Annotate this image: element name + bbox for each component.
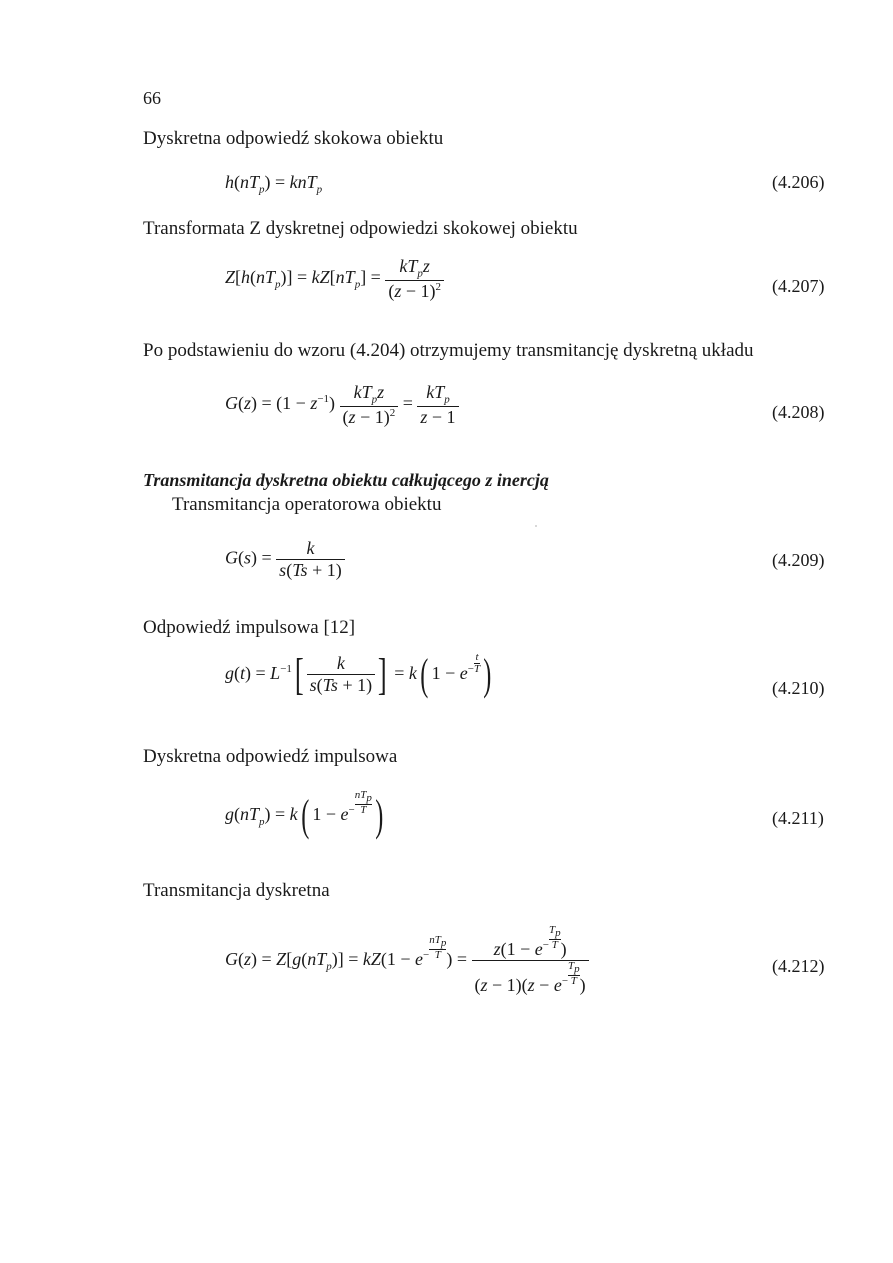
paragraph-discrete-transfer: Transmitancja dyskretna bbox=[143, 880, 330, 901]
equation-4-210: $g(t) = L^{-1}$[ $\frac{k}{s(Ts + 1)}$ ] = k( 1 − e− $\frac{t}{T}$ ) bbox=[225, 649, 492, 699]
equation-4-211: $g(nT_p) = k$( 1 − e− $nT_p$ T ) bbox=[225, 789, 384, 841]
section-heading: Transmitancja dyskretna obiektu całkującego z inercją bbox=[143, 470, 549, 490]
equation-number: (4.206) bbox=[772, 172, 825, 192]
equation-4-209: G(s) = $\frac{k}{s(Ts + 1)}$ bbox=[225, 538, 345, 581]
page-number: 66 bbox=[143, 88, 161, 108]
paragraph-z-transform: Transformata Z dyskretnej odpowiedzi skokowej obiektu bbox=[143, 218, 578, 239]
equation-number: (4.212) bbox=[772, 956, 825, 976]
equation-number: (4.207) bbox=[772, 276, 825, 296]
scan-speck bbox=[535, 525, 537, 527]
equation-4-207: $Z[h(nT_p)] = kZ[nT_p]$ = $\frac{kT_pz}{(z - 1)^2}$ bbox=[225, 256, 444, 302]
paragraph-discrete-impulse-response: Dyskretna odpowiedź impulsowa bbox=[143, 746, 398, 767]
equation-4-206: $h(nT_p) = knT_p$ bbox=[225, 172, 323, 196]
paragraph-operator-transfer: Transmitancja operatorowa obiektu bbox=[172, 494, 442, 515]
paragraph-step-response: Dyskretna odpowiedź skokowa obiektu bbox=[143, 128, 444, 149]
equation-number: (4.210) bbox=[772, 678, 825, 698]
equation-4-208: $G(z) = (1 - z^{-1})$ $\frac{kT_pz}{(z - 1)^2}$ = $\frac{kT_p}{z - 1}$ bbox=[225, 382, 459, 428]
equation-number: (4.208) bbox=[772, 402, 825, 422]
equation-number: (4.209) bbox=[772, 550, 825, 570]
paragraph-impulse-response: Odpowiedź impulsowa [12] bbox=[143, 617, 356, 638]
equation-number: (4.211) bbox=[772, 808, 824, 828]
paragraph-substitution: Po podstawieniu do wzoru (4.204) otrzymujemy transmitancję dyskretną układu bbox=[143, 340, 754, 361]
equation-4-212: $G(z) = Z[g(nT_p)] = kZ(1 - e-$ $nT_p$ T ) = z(1 − e− $\frac{T_p}{T}$ ) (z − 1)(z − e− $\frac{T_p}{T}$ ) bbox=[225, 925, 589, 996]
